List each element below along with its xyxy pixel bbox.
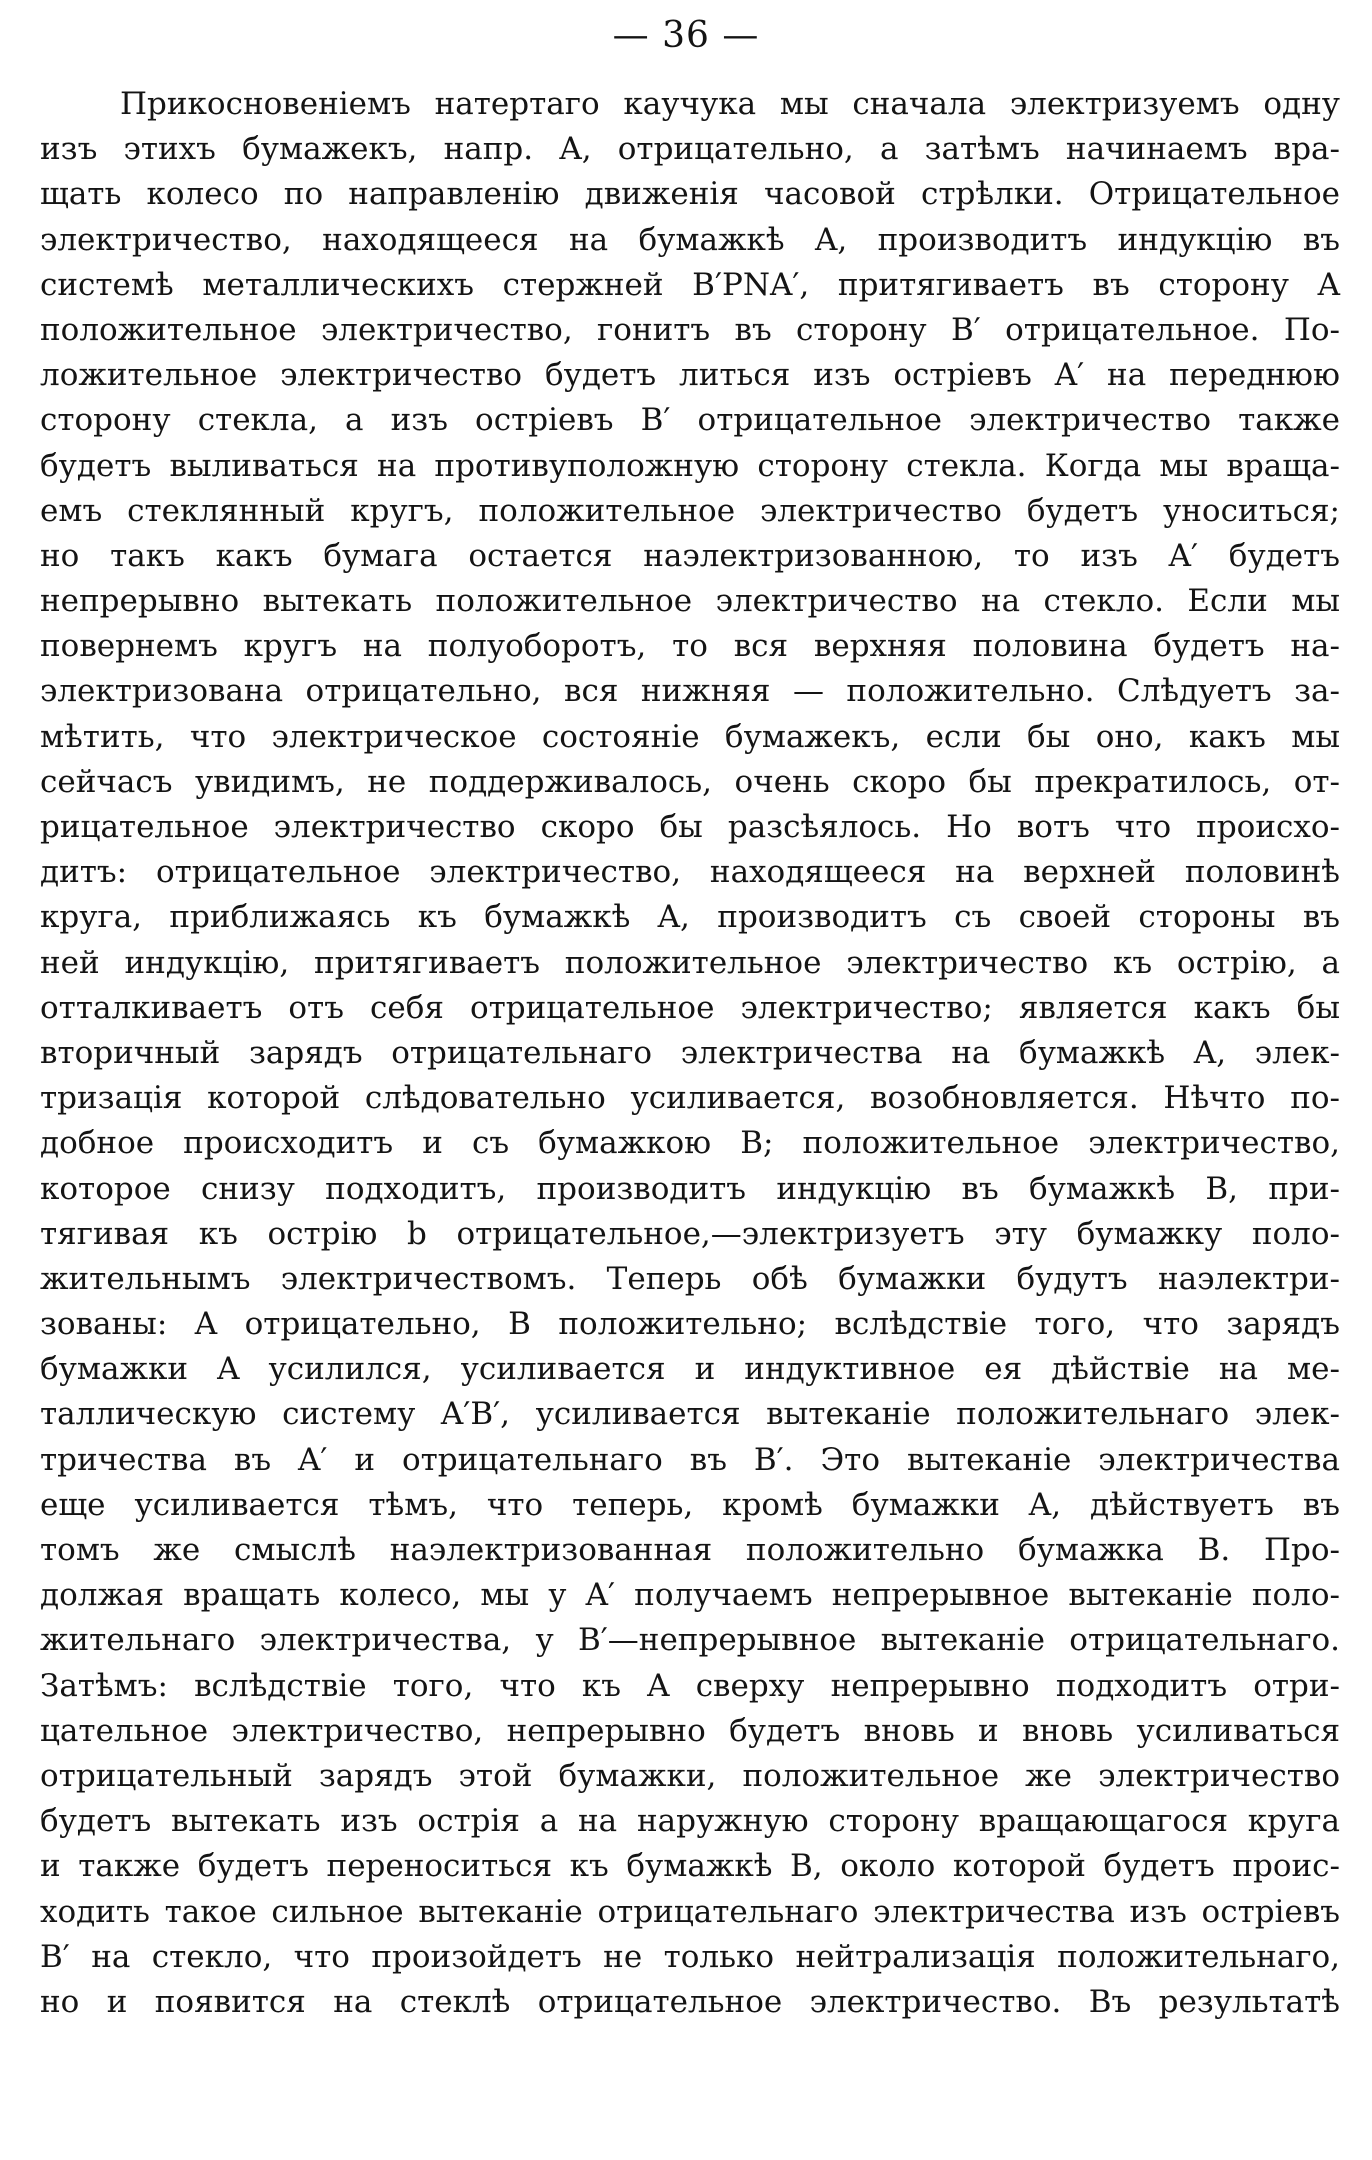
text-line: еще усиливается тѣмъ, что теперь, кромѣ бумажки A, дѣйствуетъ въ — [40, 1486, 1340, 1523]
text-line: круга, приближаясь къ бумажкѣ A, производитъ съ своей стороны въ — [40, 899, 1340, 936]
text-line: жительнаго электричества, у B′—непрерывное вытеканіе отрицательнаго. — [40, 1622, 1340, 1659]
text-line: вторичный зарядъ отрицательнаго электричества на бумажкѣ A, элек- — [40, 1034, 1340, 1071]
text-line: цательное электричество, непрерывно будетъ вновь и вновь усиливаться — [40, 1712, 1340, 1749]
text-line: которое снизу подходитъ, производитъ индукцію въ бумажкѣ B, при- — [40, 1170, 1340, 1207]
page-number: — 36 — — [612, 15, 760, 56]
text-line: но такъ какъ бумага остается наэлектризованною, то изъ A′ будетъ — [40, 537, 1340, 574]
text-line: повернемъ кругъ на полуоборотъ, то вся верхняя половина будетъ на- — [40, 628, 1340, 665]
text-line: положительное электричество, гонитъ въ сторону B′ отрицательное. По- — [40, 311, 1340, 348]
text-line: электричество, находящееся на бумажкѣ A, производитъ индукцію въ — [40, 221, 1340, 258]
text-line: дитъ: отрицательное электричество, находящееся на верхней половинѣ — [40, 854, 1340, 891]
text-line: должая вращать колесо, мы у A′ получаемъ непрерывное вытеканіе поло- — [40, 1577, 1340, 1614]
text-line: непрерывно вытекать положительное электричество на стекло. Если мы — [40, 583, 1340, 620]
text-line: сторону стекла, а изъ остріевъ B′ отрицательное электричество также — [40, 402, 1340, 439]
text-line: Затѣмъ: вслѣдствіе того, что къ A сверху непрерывно подходитъ отри- — [40, 1667, 1340, 1704]
text-line: ложительное электричество будетъ литься изъ остріевъ A′ на переднюю — [40, 357, 1340, 394]
text-line: будетъ вытекать изъ острія a на наружную сторону вращающагося круга — [40, 1803, 1340, 1840]
text-line: отталкиваетъ отъ себя отрицательное электричество; является какъ бы — [40, 989, 1340, 1026]
text-line: отрицательный зарядъ этой бумажки, положительное же электричество — [40, 1757, 1340, 1794]
text-line: жительнымъ электричествомъ. Теперь обѣ бумажки будутъ наэлектри- — [40, 1260, 1340, 1297]
text-line: добное происходитъ и съ бумажкою B; положительное электричество, — [40, 1125, 1340, 1162]
text-line: емъ стеклянный кругъ, положительное электричество будетъ уноситься; — [40, 492, 1340, 529]
text-line: томъ же смыслѣ наэлектризованная положительно бумажка B. Про- — [40, 1532, 1340, 1568]
text-line: щать колесо по направленію движенія часовой стрѣлки. Отрицательное — [40, 176, 1340, 213]
text-line: бумажки A усилился, усиливается и индуктивное ея дѣйствіе на ме- — [40, 1351, 1340, 1388]
text-line: тризація которой слѣдовательно усиливается, возобновляется. Нѣчто по- — [40, 1080, 1340, 1117]
text-line: зованы: A отрицательно, B положительно; вслѣдствіе того, что зарядъ — [40, 1306, 1340, 1343]
text-line: изъ этихъ бумажекъ, напр. A, отрицательно, а затѣмъ начинаемъ вра- — [40, 131, 1340, 168]
text-line: будетъ выливаться на противуположную сторону стекла. Когда мы враща- — [40, 447, 1340, 484]
text-line: сейчасъ увидимъ, не поддерживалось, очень скоро бы прекратилось, от- — [40, 763, 1340, 800]
text-line: тягивая къ острію b отрицательное,—электризуетъ эту бумажку поло- — [40, 1215, 1340, 1252]
text-line: электризована отрицательно, вся нижняя — положительно. Слѣдуетъ за- — [40, 673, 1340, 710]
body-paragraph — [40, 82, 1340, 2025]
text-line: Прикосновеніемъ натертаго каучука мы сначала электризуемъ одну — [120, 86, 1340, 122]
text-line: мѣтить, что электрическое состояніе бумажекъ, если бы оно, какъ мы — [40, 718, 1340, 755]
text-line: B′ на стекло, что произойдетъ не только нейтрализація положительнаго, — [40, 1938, 1340, 1975]
text-line: и также будетъ переноситься къ бумажкѣ B, около которой будетъ проис- — [40, 1848, 1340, 1885]
text-line: таллическую систему A′B′, усиливается вытеканіе положительнаго элек- — [40, 1396, 1340, 1433]
text-line: но и появится на стеклѣ отрицательное электричество. Въ результатѣ — [40, 1983, 1340, 2020]
text-line: системѣ металлическихъ стержней B′PNA′, притягиваетъ въ сторону A — [40, 266, 1340, 303]
text-line: рицательное электричество скоро бы разсѣялось. Но вотъ что происхо- — [40, 809, 1340, 845]
text-line: ходить такое сильное вытеканіе отрицательнаго электричества изъ остріевъ — [40, 1893, 1340, 1930]
text-line: тричества въ A′ и отрицательнаго въ B′. Это вытеканіе электричества — [40, 1441, 1340, 1478]
text-line: ней индукцію, притягиваетъ положительное электричество къ острію, а — [40, 944, 1340, 981]
